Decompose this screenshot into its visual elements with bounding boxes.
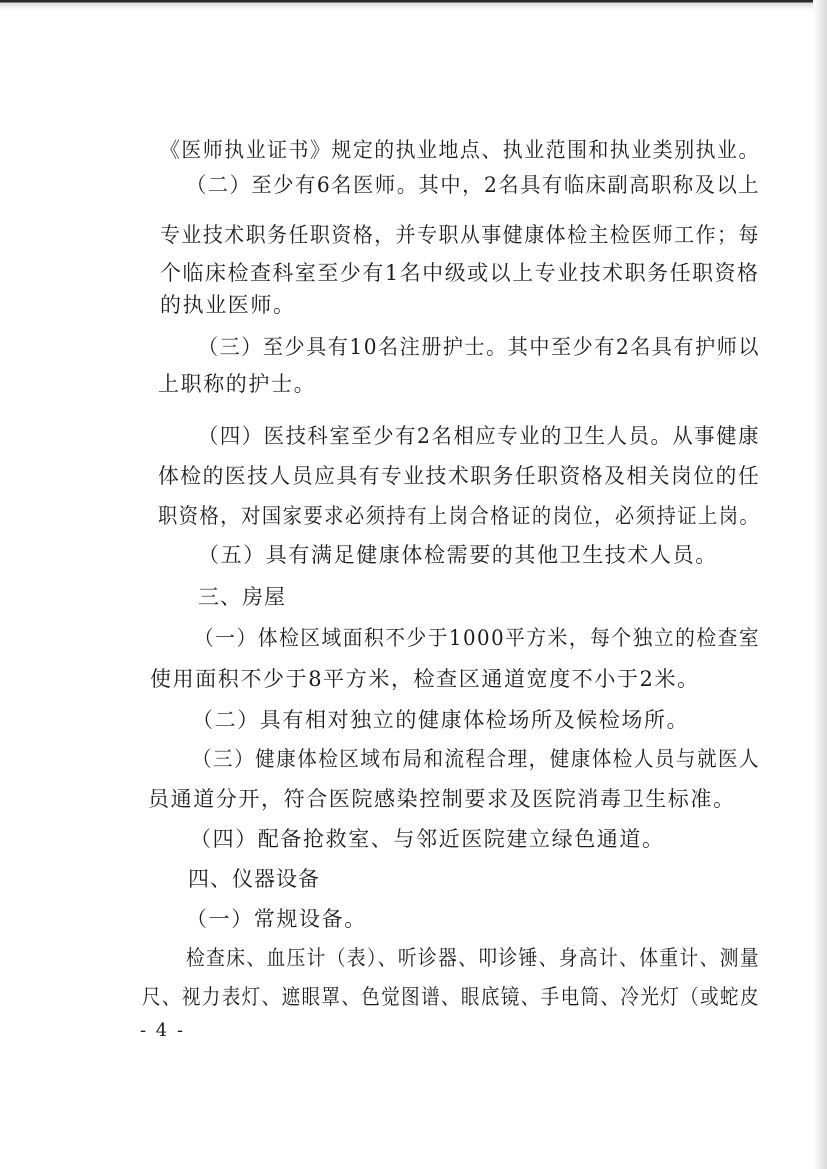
text-line: 员通道分开，符合医院感染控制要求及医院消毒卫生标准。	[148, 787, 736, 811]
text-line: 专业技术职务任职资格，并专职从事健康体检主检医师工作；每	[160, 223, 760, 247]
text-line: 检查床、血压计（表）、听诊器、叩诊锤、身高计、体重计、测量	[186, 946, 760, 970]
text-line: 尺、视力表灯、遮眼罩、色觉图谱、眼底镜、手电筒、冷光灯（或蛇皮	[142, 985, 760, 1009]
text-line: （一）体检区域面积不少于1000平方米，每个独立的检查室	[194, 626, 761, 650]
text-line: （三）至少具有10名注册护士。其中至少有2名具有护师以	[198, 335, 761, 359]
text-line: （一）常规设备。	[186, 907, 367, 931]
text-line: 《医师执业证书》规定的执业地点、执业范围和执业类别执业。	[160, 138, 760, 162]
section-heading: 四、仪器设备	[188, 867, 320, 891]
text-line: 的执业医师。	[160, 293, 296, 317]
text-line: 使用面积不少于8平方米，检查区通道宽度不小于2米。	[150, 667, 700, 691]
text-line: 体检的医技人员应具有专业技术职务任职资格及相关岗位的任	[158, 464, 761, 488]
text-line: （四）配备抢救室、与邻近医院建立绿色通道。	[190, 827, 665, 851]
text-line: （二）至少有6名医师。其中，2名具有临床副高职称及以上	[186, 173, 761, 197]
text-line: （三）健康体检区域布局和流程合理，健康体检人员与就医人	[192, 747, 761, 771]
page-number: - 4 -	[140, 1020, 186, 1041]
text-line: 上职称的护士。	[158, 372, 317, 396]
text-line: 职资格，对国家要求必须持有上岗合格证的岗位，必须持证上岗。	[158, 504, 761, 528]
text-line: 个临床检查科室至少有1名中级或以上专业技术职务任职资格	[160, 261, 760, 285]
section-heading: 三、房屋	[198, 585, 286, 609]
text-line: （二）具有相对独立的健康体检场所及候检场所。	[192, 708, 690, 732]
text-line: （四）医技科室至少有2名相应专业的卫生人员。从事健康	[198, 424, 760, 448]
text-line: （五）具有满足健康体检需要的其他卫生技术人员。	[198, 543, 718, 567]
